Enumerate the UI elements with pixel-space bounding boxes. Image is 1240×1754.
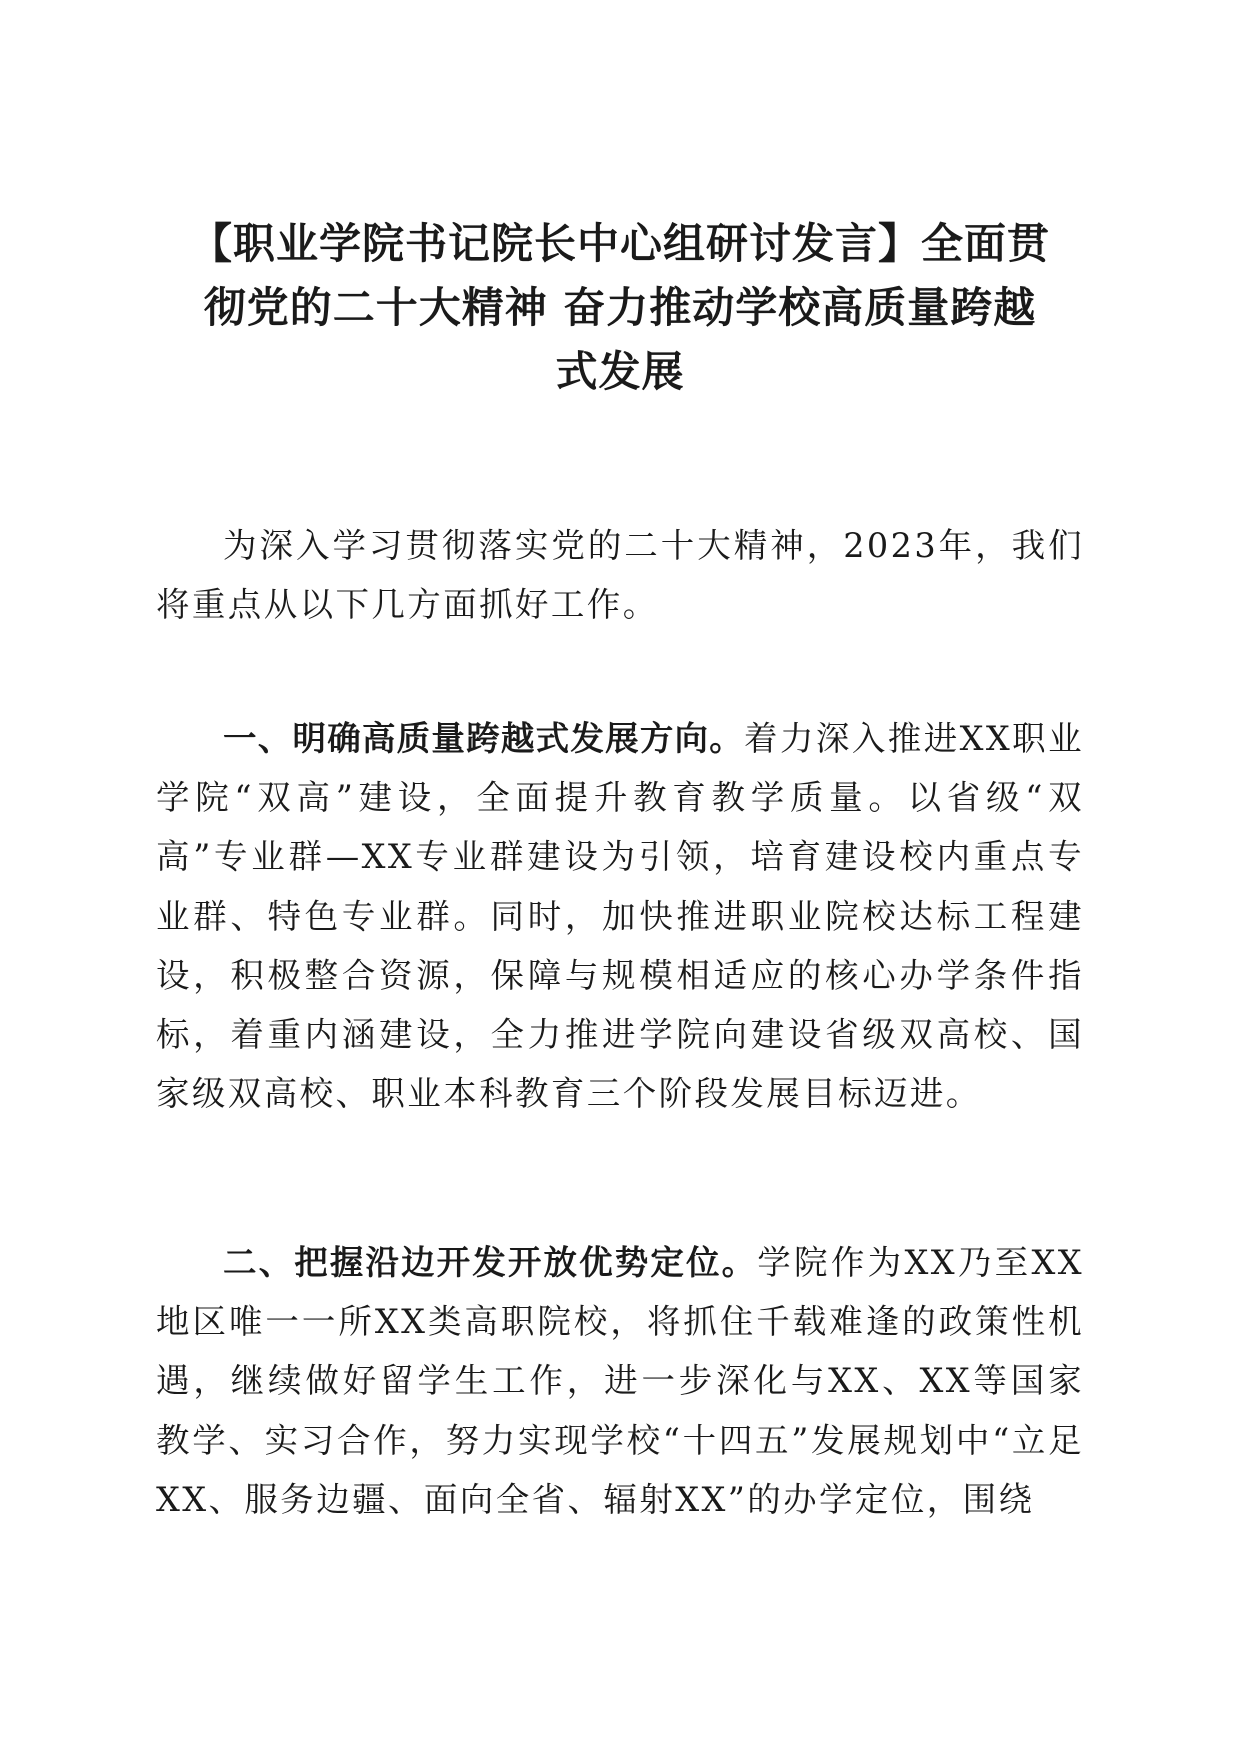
document-title — [150, 212, 1090, 404]
section-one-paragraph — [156, 709, 1084, 1123]
intro-paragraph — [156, 516, 1084, 634]
section-two-paragraph — [156, 1233, 1084, 1529]
section-two-text: 学院作为XX乃至XX地区唯一一所XX类高职院校，将抓住千载难逢的政策性机遇，继续做好留学生工作，进一步深化与XX、XX等国家教学、实习合作，努力实现学校“十四五”发展规划中“立足XX、服务边疆、面向全省、辐射XX”的办学定位，围绕 — [156, 1243, 1084, 1519]
section-one-text: 着力深入推进XX职业学院“双高”建设，全面提升教育教学质量。以省级“双高”专业群—XX专业群建设为引领，培育建设校内重点专业群、特色专业群。同时，加快推进职业院校达标工程建设，积极整合资源，保障与规模相适应的核心办学条件指标，着重内涵建设，全力推进学院向建设省级双高校、国家级双高校、职业本科教育三个阶段发展目标迈进。 — [156, 719, 1085, 1114]
title-line-2: 彻党的二十大精神 奋力推动学校高质量跨越 — [203, 283, 1037, 332]
section-one-heading: 一、明确高质量跨越式发展方向。 — [223, 719, 745, 758]
section-two-heading: 二、把握沿边开发开放优势定位。 — [223, 1243, 758, 1282]
title-line-3: 式发展 — [555, 347, 685, 396]
title-line-1: 【职业学院书记院长中心组研讨发言】全面贯 — [189, 219, 1050, 268]
intro-text: 为深入学习贯彻落实党的二十大精神，2023年，我们将重点从以下几方面抓好工作。 — [156, 526, 1084, 625]
